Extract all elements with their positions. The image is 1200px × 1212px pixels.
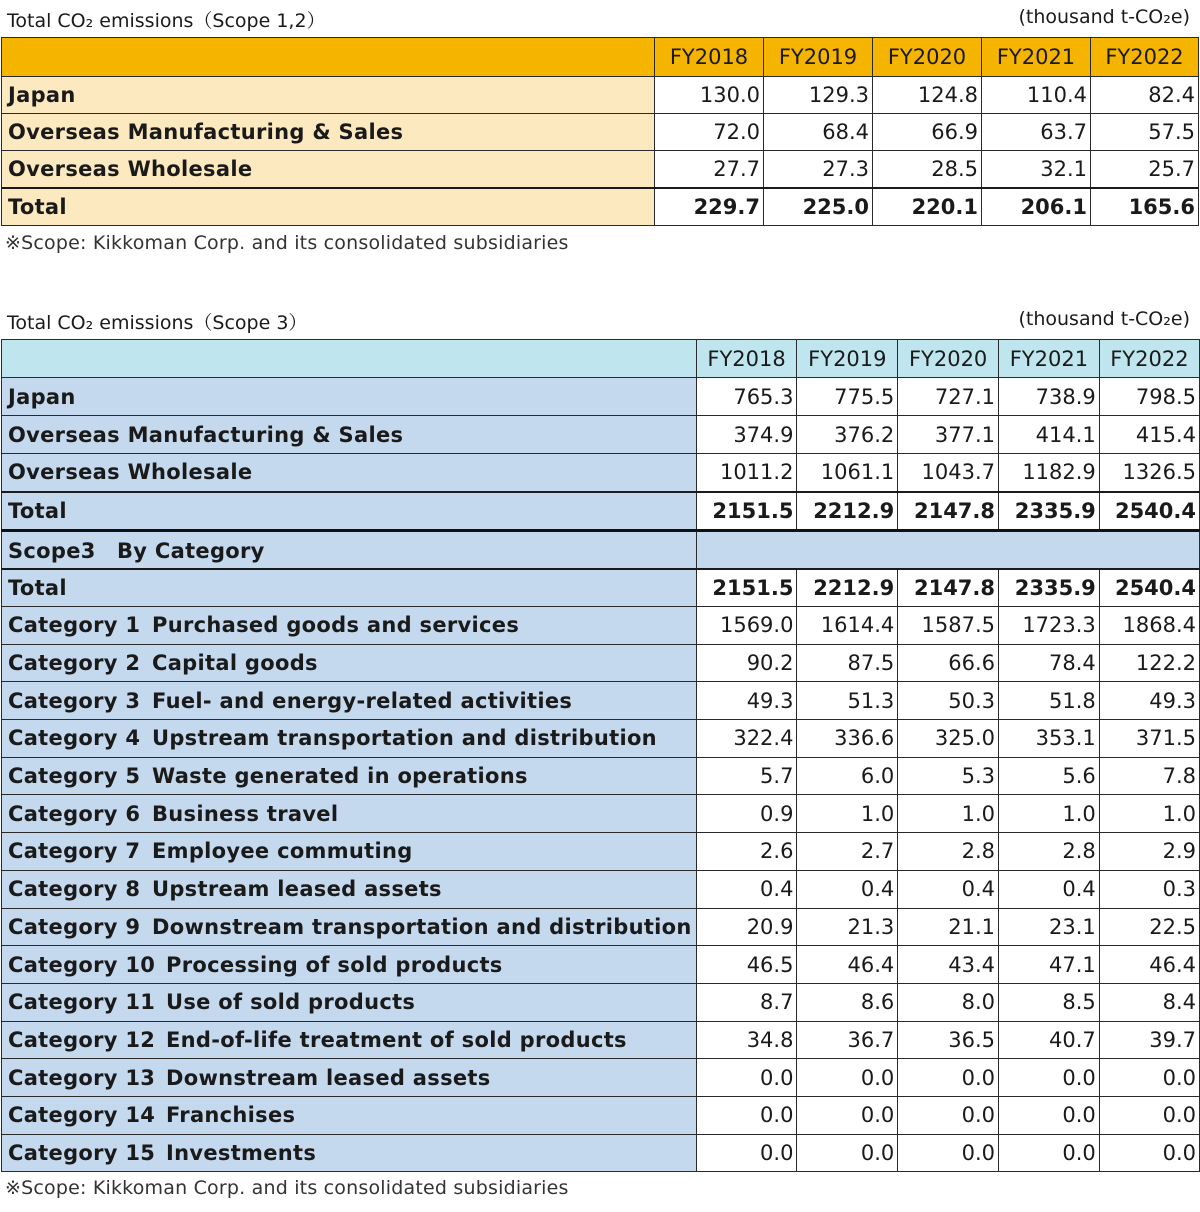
cell-value: 130.0: [655, 77, 764, 114]
total-row: [2, 492, 1200, 531]
category-name: Upstream leased assets: [152, 877, 442, 902]
year-header: FY2019: [764, 38, 873, 77]
scope12-caption: [0, 2, 1200, 32]
category-total-row: [2, 569, 1200, 607]
category-name: End-of-life treatment of sold products: [166, 1027, 627, 1052]
cell-value: 36.7: [797, 1021, 898, 1059]
cell-value: 1.0: [1099, 795, 1199, 833]
cell-value: 50.3: [898, 682, 999, 720]
cell-value: 2.7: [797, 833, 898, 871]
cell-value: 46.5: [696, 946, 797, 984]
total-label: Total: [2, 569, 697, 607]
table-row: [2, 682, 1200, 720]
header-corner: [2, 340, 697, 378]
cell-value: 0.0: [1099, 1059, 1199, 1097]
category-number: Category 14: [8, 1103, 156, 1128]
category-number: Category 4: [8, 726, 141, 751]
total-value: 229.7: [655, 188, 764, 226]
by-category-heading: Scope3 By Category: [2, 531, 697, 569]
year-header: FY2021: [999, 340, 1100, 378]
cell-value: 0.4: [999, 870, 1100, 908]
cell-value: 2.6: [696, 833, 797, 871]
header-row: [2, 340, 1200, 378]
category-label: [2, 795, 697, 833]
total-value: 2147.8: [898, 569, 999, 607]
category-label: [2, 1096, 697, 1134]
category-name: Business travel: [152, 801, 339, 826]
row-label: Overseas Manufacturing & Sales: [2, 416, 697, 454]
scope3-caption: [0, 304, 1200, 334]
scope12-table: [1, 37, 1199, 226]
year-header: FY2022: [1099, 340, 1199, 378]
total-value: 2212.9: [797, 569, 898, 607]
cell-value: 0.0: [696, 1134, 797, 1172]
table-row: [2, 454, 1200, 492]
table-row: [2, 870, 1200, 908]
cell-value: 110.4: [982, 77, 1091, 114]
table-row: [2, 1134, 1200, 1172]
row-label: Japan: [2, 77, 655, 114]
cell-value: 1868.4: [1099, 607, 1199, 645]
cell-value: 727.1: [898, 378, 999, 416]
category-number: Category 11: [8, 990, 156, 1015]
table-row: [2, 908, 1200, 946]
total-value: 2335.9: [999, 492, 1100, 531]
cell-value: 25.7: [1091, 151, 1199, 188]
cell-value: 63.7: [982, 114, 1091, 151]
year-header: FY2020: [873, 38, 982, 77]
cell-value: 374.9: [696, 416, 797, 454]
cell-value: 66.9: [873, 114, 982, 151]
cell-value: 7.8: [1099, 757, 1199, 795]
cell-value: 0.0: [797, 1059, 898, 1097]
year-header: FY2019: [797, 340, 898, 378]
category-name: Processing of sold products: [166, 952, 503, 977]
cell-value: 1614.4: [797, 607, 898, 645]
cell-value: 1587.5: [898, 607, 999, 645]
category-number: Category 9: [8, 914, 141, 939]
cell-value: 1182.9: [999, 454, 1100, 492]
cell-value: 28.5: [873, 151, 982, 188]
total-value: 2540.4: [1099, 569, 1199, 607]
cell-value: 21.1: [898, 908, 999, 946]
cell-value: 8.5: [999, 983, 1100, 1021]
category-name: Investments: [166, 1140, 317, 1165]
table-row: [2, 720, 1200, 758]
table-row: [2, 416, 1200, 454]
year-header: FY2018: [696, 340, 797, 378]
table-row: [2, 1096, 1200, 1134]
cell-value: 1569.0: [696, 607, 797, 645]
cell-value: 1.0: [797, 795, 898, 833]
cell-value: 2.8: [999, 833, 1100, 871]
category-label: [2, 607, 697, 645]
table-row: [2, 1059, 1200, 1097]
cell-value: 8.4: [1099, 983, 1199, 1021]
cell-value: 1.0: [999, 795, 1100, 833]
scope3-unit: (thousand t-CO₂e): [1018, 308, 1190, 330]
cell-value: 775.5: [797, 378, 898, 416]
year-header: FY2020: [898, 340, 999, 378]
total-value: 2147.8: [898, 492, 999, 531]
cell-value: 20.9: [696, 908, 797, 946]
cell-value: 0.0: [797, 1096, 898, 1134]
category-number: Category 10: [8, 952, 156, 977]
cell-value: 122.2: [1099, 644, 1199, 682]
cell-value: 0.0: [999, 1096, 1100, 1134]
cell-value: 49.3: [696, 682, 797, 720]
scope12-title: Total CO₂ emissions（Scope 1,2）: [7, 10, 326, 32]
cell-value: 0.3: [1099, 870, 1199, 908]
cell-value: 414.1: [999, 416, 1100, 454]
cell-value: 68.4: [764, 114, 873, 151]
cell-value: 72.0: [655, 114, 764, 151]
category-label: [2, 682, 697, 720]
category-number: Category 6: [8, 801, 141, 826]
row-label: Overseas Wholesale: [2, 454, 697, 492]
category-name: Downstream transportation and distribution: [152, 914, 692, 939]
cell-value: 0.0: [999, 1059, 1100, 1097]
by-category-heading-row: [2, 531, 1200, 569]
category-label: [2, 1021, 697, 1059]
cell-value: 0.4: [797, 870, 898, 908]
cell-value: 40.7: [999, 1021, 1100, 1059]
cell-value: 765.3: [696, 378, 797, 416]
total-value: 225.0: [764, 188, 873, 226]
cell-value: 43.4: [898, 946, 999, 984]
table-row: [2, 378, 1200, 416]
category-label: [2, 644, 697, 682]
cell-value: 415.4: [1099, 416, 1199, 454]
category-number: Category 7: [8, 839, 141, 864]
table-row: [2, 795, 1200, 833]
header-corner: [2, 38, 655, 77]
cell-value: 129.3: [764, 77, 873, 114]
table-row: [2, 77, 1199, 114]
category-number: Category 3: [8, 688, 141, 713]
category-number: Category 8: [8, 877, 141, 902]
cell-value: 1011.2: [696, 454, 797, 492]
cell-value: 8.0: [898, 983, 999, 1021]
total-label: Total: [2, 188, 655, 226]
cell-value: 5.6: [999, 757, 1100, 795]
cell-value: 0.0: [696, 1096, 797, 1134]
category-label: [2, 757, 697, 795]
cell-value: 376.2: [797, 416, 898, 454]
row-label: Japan: [2, 378, 697, 416]
cell-value: 0.0: [696, 1059, 797, 1097]
cell-value: 34.8: [696, 1021, 797, 1059]
cell-value: 1723.3: [999, 607, 1100, 645]
cell-value: 322.4: [696, 720, 797, 758]
cell-value: 124.8: [873, 77, 982, 114]
category-label: [2, 946, 697, 984]
cell-value: 0.0: [1099, 1134, 1199, 1172]
cell-value: 798.5: [1099, 378, 1199, 416]
cell-value: 2.9: [1099, 833, 1199, 871]
cell-value: 66.6: [898, 644, 999, 682]
category-number: Category 5: [8, 764, 141, 789]
total-row: [2, 188, 1199, 226]
category-number: Category 15: [8, 1140, 156, 1165]
total-value: 2212.9: [797, 492, 898, 531]
scope3-table: [1, 339, 1200, 1172]
by-category-heading-fill: [696, 531, 1199, 569]
scope3-title: Total CO₂ emissions（Scope 3）: [7, 312, 308, 334]
category-name: Fuel- and energy-related activities: [152, 688, 573, 713]
cell-value: 90.2: [696, 644, 797, 682]
total-value: 2151.5: [696, 569, 797, 607]
cell-value: 0.0: [1099, 1096, 1199, 1134]
row-label: Overseas Manufacturing & Sales: [2, 114, 655, 151]
table-row: [2, 1021, 1200, 1059]
cell-value: 0.0: [999, 1134, 1100, 1172]
cell-value: 22.5: [1099, 908, 1199, 946]
category-number: Category 1: [8, 613, 141, 638]
category-rows: [2, 607, 1200, 1172]
cell-value: 0.0: [797, 1134, 898, 1172]
category-name: Capital goods: [152, 651, 318, 676]
scope12-unit: (thousand t-CO₂e): [1018, 6, 1190, 28]
cell-value: 5.7: [696, 757, 797, 795]
cell-value: 0.0: [898, 1096, 999, 1134]
year-header: FY2018: [655, 38, 764, 77]
category-number: Category 13: [8, 1065, 156, 1090]
category-label: [2, 833, 697, 871]
total-value: 2540.4: [1099, 492, 1199, 531]
cell-value: 23.1: [999, 908, 1100, 946]
cell-value: 5.3: [898, 757, 999, 795]
category-label: [2, 983, 697, 1021]
year-header: FY2021: [982, 38, 1091, 77]
table-row: [2, 151, 1199, 188]
cell-value: 2.8: [898, 833, 999, 871]
category-name: Downstream leased assets: [166, 1065, 491, 1090]
year-header: FY2022: [1091, 38, 1199, 77]
cell-value: 0.0: [898, 1059, 999, 1097]
cell-value: 0.0: [898, 1134, 999, 1172]
total-label: Total: [2, 492, 697, 531]
cell-value: 371.5: [1099, 720, 1199, 758]
cell-value: 0.9: [696, 795, 797, 833]
cell-value: 377.1: [898, 416, 999, 454]
cell-value: 51.8: [999, 682, 1100, 720]
row-label: Overseas Wholesale: [2, 151, 655, 188]
cell-value: 336.6: [797, 720, 898, 758]
cell-value: 21.3: [797, 908, 898, 946]
cell-value: 36.5: [898, 1021, 999, 1059]
category-name: Waste generated in operations: [152, 764, 528, 789]
cell-value: 47.1: [999, 946, 1100, 984]
cell-value: 87.5: [797, 644, 898, 682]
table-row: [2, 114, 1199, 151]
total-value: 220.1: [873, 188, 982, 226]
cell-value: 46.4: [1099, 946, 1199, 984]
cell-value: 0.4: [696, 870, 797, 908]
cell-value: 0.4: [898, 870, 999, 908]
category-name: Employee commuting: [152, 839, 413, 864]
category-name: Upstream transportation and distribution: [152, 726, 657, 751]
cell-value: 46.4: [797, 946, 898, 984]
category-name: Franchises: [166, 1103, 296, 1128]
cell-value: 51.3: [797, 682, 898, 720]
cell-value: 8.7: [696, 983, 797, 1021]
cell-value: 8.6: [797, 983, 898, 1021]
category-label: [2, 720, 697, 758]
cell-value: 57.5: [1091, 114, 1199, 151]
cell-value: 49.3: [1099, 682, 1199, 720]
cell-value: 1.0: [898, 795, 999, 833]
table-row: [2, 983, 1200, 1021]
cell-value: 353.1: [999, 720, 1100, 758]
cell-value: 6.0: [797, 757, 898, 795]
table-row: [2, 946, 1200, 984]
cell-value: 325.0: [898, 720, 999, 758]
cell-value: 32.1: [982, 151, 1091, 188]
category-label: [2, 1134, 697, 1172]
scope12-note: ※Scope: Kikkoman Corp. and its consolidated subsidiaries: [5, 232, 569, 254]
category-name: Use of sold products: [166, 990, 416, 1015]
table-row: [2, 607, 1200, 645]
table-row: [2, 644, 1200, 682]
header-row: [2, 38, 1199, 77]
cell-value: 738.9: [999, 378, 1100, 416]
total-value: 206.1: [982, 188, 1091, 226]
category-label: [2, 908, 697, 946]
category-number: Category 12: [8, 1027, 156, 1052]
cell-value: 27.3: [764, 151, 873, 188]
cell-value: 27.7: [655, 151, 764, 188]
cell-value: 1326.5: [1099, 454, 1199, 492]
total-value: 2151.5: [696, 492, 797, 531]
table-row: [2, 757, 1200, 795]
total-value: 165.6: [1091, 188, 1199, 226]
category-label: [2, 1059, 697, 1097]
cell-value: 1061.1: [797, 454, 898, 492]
table-row: [2, 833, 1200, 871]
category-label: [2, 870, 697, 908]
cell-value: 1043.7: [898, 454, 999, 492]
cell-value: 39.7: [1099, 1021, 1199, 1059]
scope3-note: ※Scope: Kikkoman Corp. and its consolidated subsidiaries: [5, 1177, 569, 1199]
category-name: Purchased goods and services: [152, 613, 520, 638]
category-number: Category 2: [8, 651, 141, 676]
cell-value: 82.4: [1091, 77, 1199, 114]
total-value: 2335.9: [999, 569, 1100, 607]
cell-value: 78.4: [999, 644, 1100, 682]
